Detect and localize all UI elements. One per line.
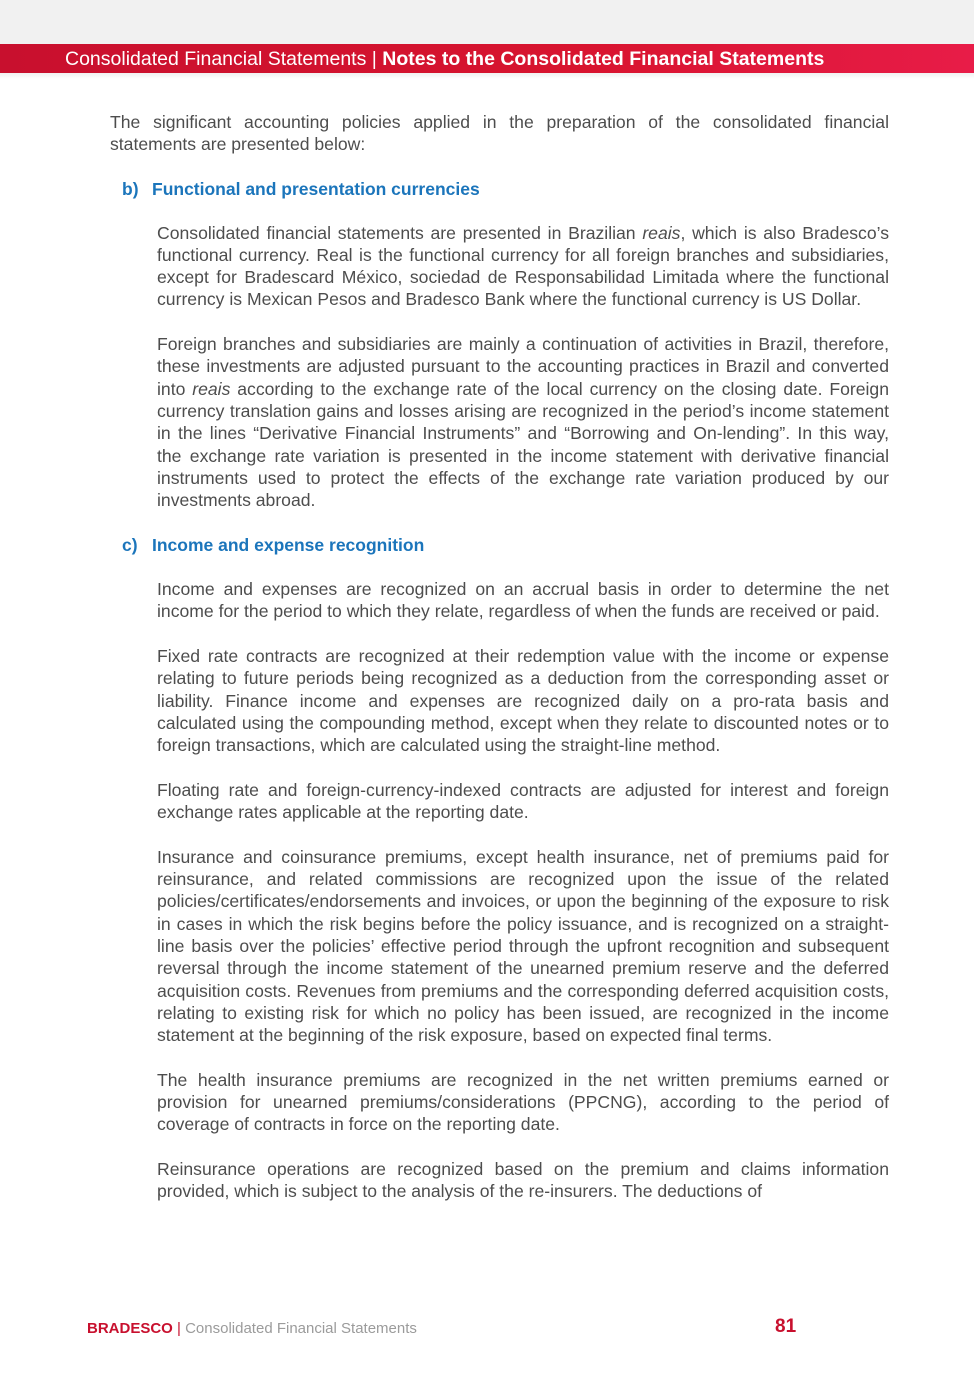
paragraph: Foreign branches and subsidiaries are mainly a continuation of activities in Brazil, therefore, these investments are adjusted pursuant to the accounting practices in Brazil and converted into reais according to the exchange rate of the local currency on the closing date. Foreign currency translation gains and losses arising are recognized in the period’s income statement in the lines “Derivative Financial Instruments” and “Borrowing and On-lending”. In this way, the exchange rate variation is presented in the income statement with derivative financial instruments used to protect the effects of the exchange rate variation produced by our investments abroad.: [157, 334, 889, 511]
section-c-body: [157, 578, 889, 1203]
section-heading-b: [122, 178, 889, 200]
paragraph: Reinsurance operations are recognized based on the premium and claims information provided, which is subject to the analysis of the re-insurers. The deductions of: [157, 1159, 889, 1202]
brand-logo-text: BRADESCO: [87, 1320, 173, 1337]
section-b-body: [157, 222, 889, 512]
paragraph: Insurance and coinsurance premiums, except health insurance, net of premiums paid for reinsurance, and related commissions are recognized upon the issue of the related policies/certificates/endorsements and invoices, or upon the beginning of the exposure to risk in cases in which the risk begins before the policy issuance, and is recognized on a straight-line basis over the policies’ effective period through the upfront recognition and subsequent reversal through the income statement of the unearned premium reserve and the deferred acquisition costs. Revenues from premiums and the corresponding deferred acquisition costs, relating to existing risk for which no policy has been issued, are recognized in the income statement at the beginning of the risk exposure, based on expected final terms.: [157, 846, 889, 1046]
header-title: Consolidated Financial Statements |: [65, 48, 383, 70]
page-number: 81: [775, 1316, 797, 1337]
section-letter: b): [122, 178, 139, 199]
paragraph: Floating rate and foreign-currency-indexed contracts are adjusted for interest and foreign exchange rates applicable at the reporting date.: [157, 779, 889, 823]
intro-paragraph: The significant accounting policies applied in the preparation of the consolidated financial statements are presented below:: [110, 112, 889, 155]
paragraph: Fixed rate contracts are recognized at their redemption value with the income or expense relating to future periods being recognized as a deduction from the corresponding asset or liability. Finance income and expenses are recognized daily on a pro-rata basis and calculated using the compounding method, except when they relate to discounted notes or to foreign transactions, which are calculated using the straight-line method.: [157, 645, 889, 756]
header-divider: [0, 73, 974, 79]
section-heading-c: [122, 534, 889, 556]
footer-title: Consolidated Financial Statements: [185, 1320, 417, 1337]
section-letter: c): [122, 534, 138, 555]
footer-separator: |: [177, 1320, 181, 1337]
section-title: Income and expense recognition: [152, 534, 425, 555]
page-footer: [87, 1316, 887, 1339]
paragraph: Income and expenses are recognized on an accrual basis in order to determine the net income for the period to which they relate, regardless of when the funds are received or paid.: [157, 578, 889, 622]
section-title: Functional and presentation currencies: [152, 178, 480, 199]
paragraph: Consolidated financial statements are presented in Brazilian reais, which is also Bradesco’s functional currency. Real is the functional currency for all foreign branches and subsidiaries, except for Bradescard México, sociedad de Responsabilidad Limitada where the functional currency is Mexican Pesos and Bradesco Bank where the functional currency is US Dollar.: [157, 222, 889, 310]
document-body: [110, 111, 889, 1225]
header-subtitle: Notes to the Consolidated Financial Statements: [382, 48, 825, 70]
paragraph: The health insurance premiums are recognized in the net written premiums earned or provision for unearned premiums/considerations (PPCNG), according to the period of coverage of contracts in force on the reporting date.: [157, 1069, 889, 1135]
top-margin: [0, 0, 974, 44]
page-header: [0, 44, 974, 73]
